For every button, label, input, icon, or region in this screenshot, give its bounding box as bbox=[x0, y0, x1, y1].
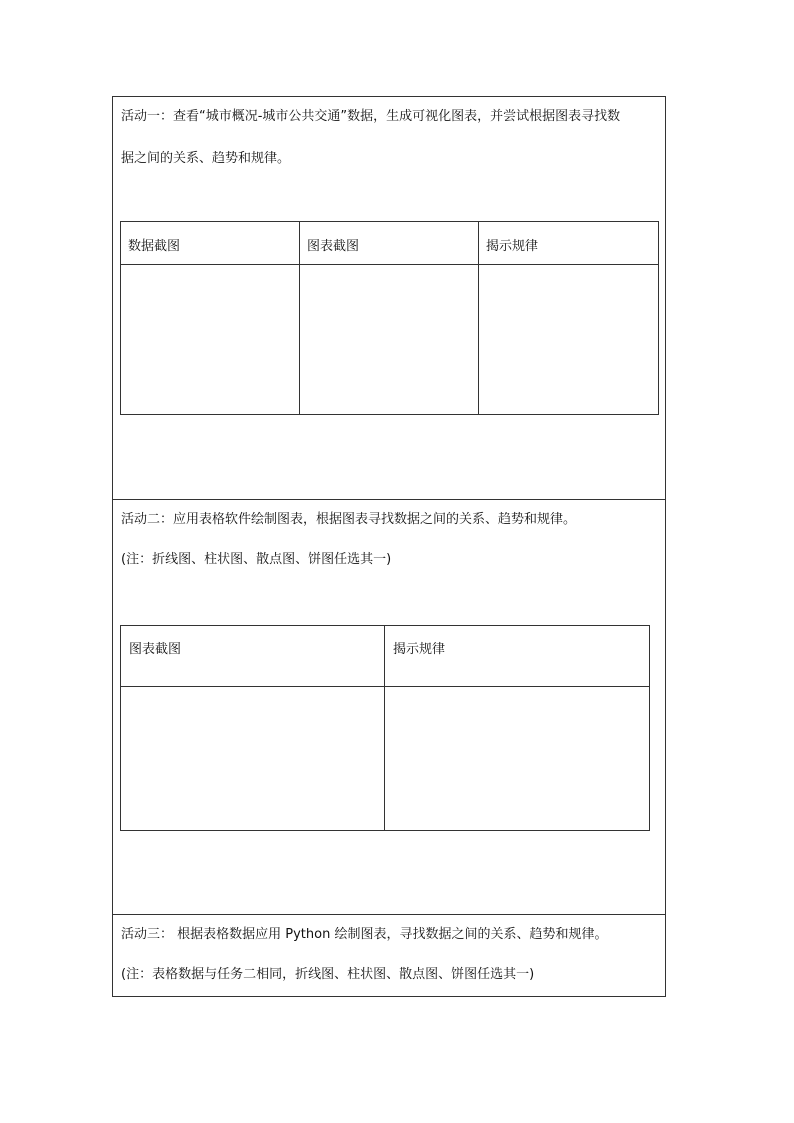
activity-1-table bbox=[120, 221, 659, 415]
table-header-revealed-pattern: 揭示规律 bbox=[393, 642, 446, 657]
activity-2-note: (注：折线图、柱状图、散点图、饼图任选其一) bbox=[121, 552, 392, 567]
activity-2-table bbox=[120, 625, 650, 831]
activity-3-note: (注：表格数据与任务二相同，折线图、柱状图、散点图、饼图任选其一) bbox=[121, 967, 535, 982]
activity-1-text-line2: 据之间的关系、趋势和规律。 bbox=[121, 151, 291, 166]
table-header-data-screenshot: 数据截图 bbox=[128, 239, 181, 254]
activity-1-section bbox=[113, 97, 665, 499]
table-header-revealed-pattern: 揭示规律 bbox=[486, 239, 539, 254]
chart-screenshot-cell[interactable] bbox=[121, 687, 384, 830]
table-header-chart-screenshot: 图表截图 bbox=[129, 642, 182, 657]
activity-3-text-line1: 活动三： 根据表格数据应用 Python 绘制图表，寻找数据之间的关系、趋势和规律。 bbox=[121, 927, 608, 942]
revealed-pattern-cell[interactable] bbox=[385, 687, 649, 830]
activity-3-section bbox=[113, 914, 665, 997]
activity-1-text-line1: 活动一：查看“城市概况-城市公共交通”数据，生成可视化图表，并尝试根据图表寻找数 bbox=[121, 109, 621, 124]
worksheet-frame bbox=[112, 96, 666, 997]
activity-2-text-line1: 活动二：应用表格软件绘制图表，根据图表寻找数据之间的关系、趋势和规律。 bbox=[121, 512, 577, 527]
revealed-pattern-cell[interactable] bbox=[479, 265, 658, 414]
data-screenshot-cell[interactable] bbox=[121, 265, 299, 414]
chart-screenshot-cell[interactable] bbox=[300, 265, 478, 414]
table-header-chart-screenshot: 图表截图 bbox=[307, 239, 360, 254]
activity-2-section bbox=[113, 499, 665, 915]
